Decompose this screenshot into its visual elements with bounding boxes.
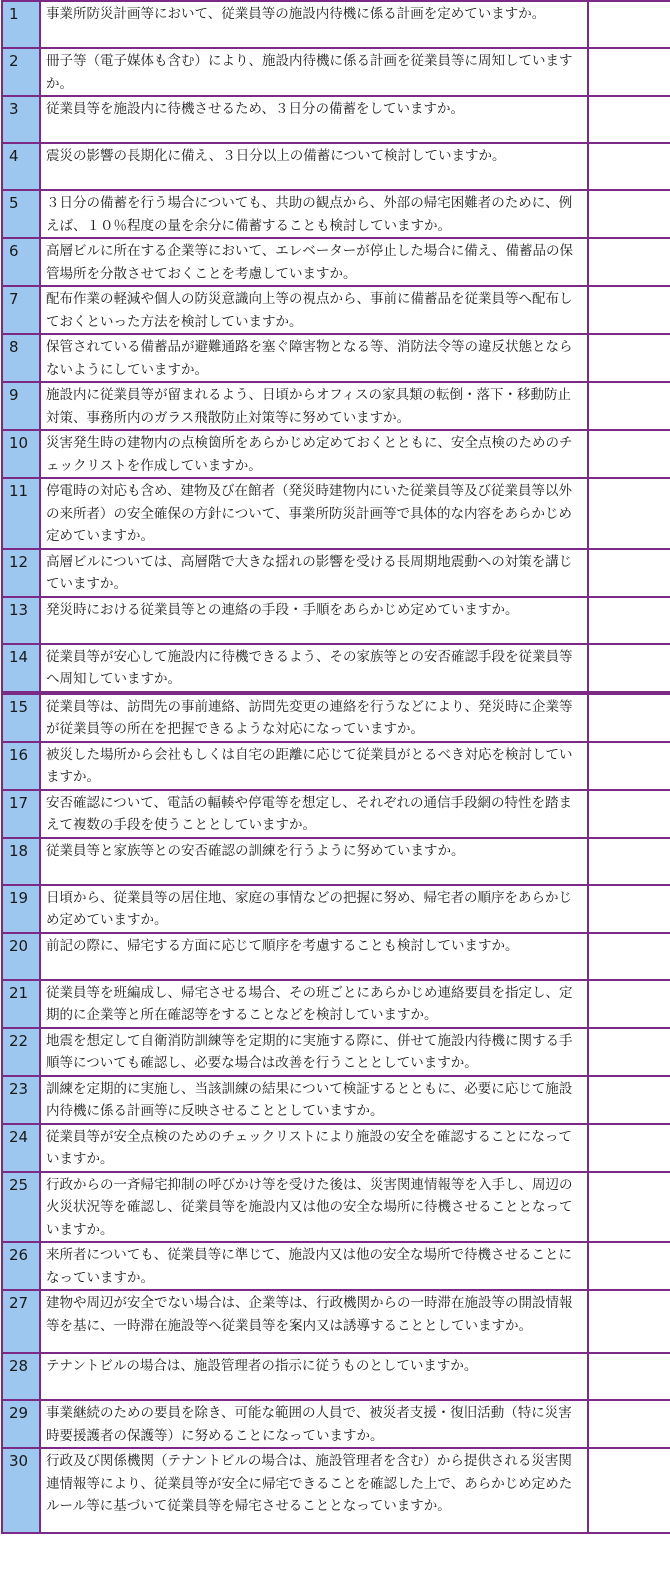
item-number: 16	[2, 742, 40, 790]
answer-cell[interactable]	[588, 980, 670, 1028]
checklist-row	[2, 1, 670, 48]
item-question: 来所者についても、従業員等に準じて、施設内又は他の安全な場所で待機させることになっていますか。	[40, 1242, 588, 1290]
item-question: 従業員等を施設内に待機させるため、３日分の備蓄をしていますか。	[40, 96, 588, 143]
item-number: 27	[2, 1290, 40, 1353]
checklist-row	[2, 238, 670, 286]
answer-cell[interactable]	[588, 1290, 670, 1353]
checklist-row	[2, 1028, 670, 1076]
checklist-row	[2, 48, 670, 96]
item-number: 26	[2, 1242, 40, 1290]
answer-cell[interactable]	[588, 933, 670, 980]
item-number: 22	[2, 1028, 40, 1076]
item-question: 地震を想定して自衛消防訓練等を定期的に実施する際に、併せて施設内待機に関する手順等についても確認し、必要な場合は改善を行うこととしていますか。	[40, 1028, 588, 1076]
checklist-row	[2, 1172, 670, 1243]
item-question: 施設内に従業員等が留まれるよう、日頃からオフィスの家具類の転倒・落下・移動防止対策、事務所内のガラス飛散防止対策等に努めていますか。	[40, 382, 588, 430]
item-number: 24	[2, 1124, 40, 1172]
answer-cell[interactable]	[588, 1028, 670, 1076]
item-question: 災害発生時の建物内の点検箇所をあらかじめ定めておくとともに、安全点検のためのチェックリストを作成していますか。	[40, 430, 588, 478]
checklist-row	[2, 1242, 670, 1290]
item-number: 25	[2, 1172, 40, 1243]
item-number: 18	[2, 838, 40, 885]
item-number: 7	[2, 286, 40, 334]
item-question: 冊子等（電子媒体も含む）により、施設内待機に係る計画を従業員等に周知していますか。	[40, 48, 588, 96]
item-question: 高層ビルに所在する企業等において、エレベーターが停止した場合に備え、備蓄品の保管場所を分散させておくことを考慮していますか。	[40, 238, 588, 286]
item-number: 3	[2, 96, 40, 143]
checklist-row	[2, 1448, 670, 1533]
checklist-row	[2, 1353, 670, 1400]
item-number: 15	[2, 693, 40, 742]
answer-cell[interactable]	[588, 1242, 670, 1290]
checklist-row	[2, 933, 670, 980]
item-question: 被災した場所から会社もしくは自宅の距離に応じて従業員がとるべき対応を検討していますか。	[40, 742, 588, 790]
item-number: 10	[2, 430, 40, 478]
answer-cell[interactable]	[588, 1353, 670, 1400]
checklist-table	[1, 0, 670, 1534]
item-number: 6	[2, 238, 40, 286]
checklist-row	[2, 597, 670, 644]
item-question: 建物や周辺が安全でない場合は、企業等は、行政機関からの一時滞在施設等の開設情報等を基に、一時滞在施設等へ従業員等を案内又は誘導することとしていますか。	[40, 1290, 588, 1353]
checklist-row	[2, 549, 670, 597]
item-number: 29	[2, 1400, 40, 1448]
answer-cell[interactable]	[588, 597, 670, 644]
checklist-row	[2, 1400, 670, 1448]
item-number: 11	[2, 478, 40, 549]
answer-cell[interactable]	[588, 238, 670, 286]
item-question: 行政及び関係機関（テナントビルの場合は、施設管理者を含む）から提供される災害関連情報等により、従業員等が安全に帰宅できることを確認した上で、あらかじめ定めたルール等に基づいて従業員等を帰宅させることとなっていますか。	[40, 1448, 588, 1533]
item-question: 事業所防災計画等において、従業員等の施設内待機に係る計画を定めていますか。	[40, 1, 588, 48]
checklist-row	[2, 334, 670, 382]
checklist-row	[2, 742, 670, 790]
answer-cell[interactable]	[588, 1448, 670, 1533]
checklist-row	[2, 838, 670, 885]
item-question: 事業継続のための要員を除き、可能な範囲の人員で、被災者支援・復旧活動（特に災害時要援護者の保護等）に努めることになっていますか。	[40, 1400, 588, 1448]
item-number: 19	[2, 885, 40, 933]
answer-cell[interactable]	[588, 549, 670, 597]
answer-cell[interactable]	[588, 143, 670, 190]
checklist-row	[2, 190, 670, 238]
answer-cell[interactable]	[588, 190, 670, 238]
answer-cell[interactable]	[588, 1076, 670, 1124]
item-number: 4	[2, 143, 40, 190]
item-number: 28	[2, 1353, 40, 1400]
answer-cell[interactable]	[588, 838, 670, 885]
item-question: 配布作業の軽減や個人の防災意識向上等の視点から、事前に備蓄品を従業員等へ配布しておくといった方法を検討していますか。	[40, 286, 588, 334]
answer-cell[interactable]	[588, 742, 670, 790]
item-question: 停電時の対応も含め、建物及び在館者（発災時建物内にいた従業員等及び従業員等以外の来所者）の安全確保の方針について、事業所防災計画等で具体的な内容をあらかじめ定めていますか。	[40, 478, 588, 549]
answer-cell[interactable]	[588, 885, 670, 933]
checklist-row	[2, 1076, 670, 1124]
item-number: 21	[2, 980, 40, 1028]
checklist-row	[2, 96, 670, 143]
checklist-row	[2, 286, 670, 334]
item-number: 8	[2, 334, 40, 382]
item-question: テナントビルの場合は、施設管理者の指示に従うものとしていますか。	[40, 1353, 588, 1400]
answer-cell[interactable]	[588, 644, 670, 693]
item-number: 20	[2, 933, 40, 980]
answer-cell[interactable]	[588, 790, 670, 838]
checklist-row	[2, 143, 670, 190]
item-question: 訓練を定期的に実施し、当該訓練の結果について検証するとともに、必要に応じて施設内待機に係る計画等に反映させることとしていますか。	[40, 1076, 588, 1124]
checklist-row	[2, 382, 670, 430]
item-question: 保管されている備蓄品が避難通路を塞ぐ障害物となる等、消防法令等の違反状態とならないようにしていますか。	[40, 334, 588, 382]
item-question: 従業員等が安心して施設内に待機できるよう、その家族等との安否確認手段を従業員等へ周知していますか。	[40, 644, 588, 693]
answer-cell[interactable]	[588, 693, 670, 742]
item-question: 従業員等と家族等との安否確認の訓練を行うように努めていますか。	[40, 838, 588, 885]
item-number: 1	[2, 1, 40, 48]
checklist-body	[2, 1, 670, 1533]
item-question: 日頃から、従業員等の居住地、家庭の事情などの把握に努め、帰宅者の順序をあらかじめ定めていますか。	[40, 885, 588, 933]
item-number: 9	[2, 382, 40, 430]
checklist-row	[2, 478, 670, 549]
item-number: 12	[2, 549, 40, 597]
answer-cell[interactable]	[588, 334, 670, 382]
item-question: 従業員等は、訪問先の事前連絡、訪問先変更の連絡を行うなどにより、発災時に企業等が従業員等の所在を把握できるような対応になっていますか。	[40, 693, 588, 742]
checklist-row	[2, 980, 670, 1028]
item-number: 30	[2, 1448, 40, 1533]
item-question: 前記の際に、帰宅する方面に応じて順序を考慮することも検討していますか。	[40, 933, 588, 980]
item-question: ３日分の備蓄を行う場合についても、共助の観点から、外部の帰宅困難者のために、例えば、１０％程度の量を余分に備蓄することも検討していますか。	[40, 190, 588, 238]
answer-cell[interactable]	[588, 1, 670, 48]
answer-cell[interactable]	[588, 382, 670, 430]
item-number: 13	[2, 597, 40, 644]
checklist-row	[2, 1124, 670, 1172]
answer-cell[interactable]	[588, 430, 670, 478]
answer-cell[interactable]	[588, 1400, 670, 1448]
item-number: 23	[2, 1076, 40, 1124]
answer-cell[interactable]	[588, 478, 670, 549]
item-question: 震災の影響の長期化に備え、３日分以上の備蓄について検討していますか。	[40, 143, 588, 190]
item-number: 2	[2, 48, 40, 96]
item-number: 17	[2, 790, 40, 838]
item-number: 5	[2, 190, 40, 238]
item-number: 14	[2, 644, 40, 693]
checklist-row	[2, 1290, 670, 1353]
checklist-row	[2, 644, 670, 693]
answer-cell[interactable]	[588, 96, 670, 143]
item-question: 行政からの一斉帰宅抑制の呼びかけ等を受けた後は、災害関連情報等を入手し、周辺の火災状況等を確認し、従業員等を施設内又は他の安全な場所に待機させることとなっていますか。	[40, 1172, 588, 1243]
answer-cell[interactable]	[588, 286, 670, 334]
checklist-row	[2, 430, 670, 478]
checklist-row	[2, 693, 670, 742]
item-question: 安否確認について、電話の輻輳や停電等を想定し、それぞれの通信手段網の特性を踏まえて複数の手段を使うこととしていますか。	[40, 790, 588, 838]
item-question: 従業員等を班編成し、帰宅させる場合、その班ごとにあらかじめ連絡要員を指定し、定期的に企業等と所在確認等をすることなどを検討していますか。	[40, 980, 588, 1028]
checklist-row	[2, 790, 670, 838]
answer-cell[interactable]	[588, 1124, 670, 1172]
checklist-row	[2, 885, 670, 933]
item-question: 高層ビルについては、高層階で大きな揺れの影響を受ける長周期地震動への対策を講じていますか。	[40, 549, 588, 597]
answer-cell[interactable]	[588, 48, 670, 96]
item-question: 発災時における従業員等との連絡の手段・手順をあらかじめ定めていますか。	[40, 597, 588, 644]
answer-cell[interactable]	[588, 1172, 670, 1243]
item-question: 従業員等が安全点検のためのチェックリストにより施設の安全を確認することになっていますか。	[40, 1124, 588, 1172]
